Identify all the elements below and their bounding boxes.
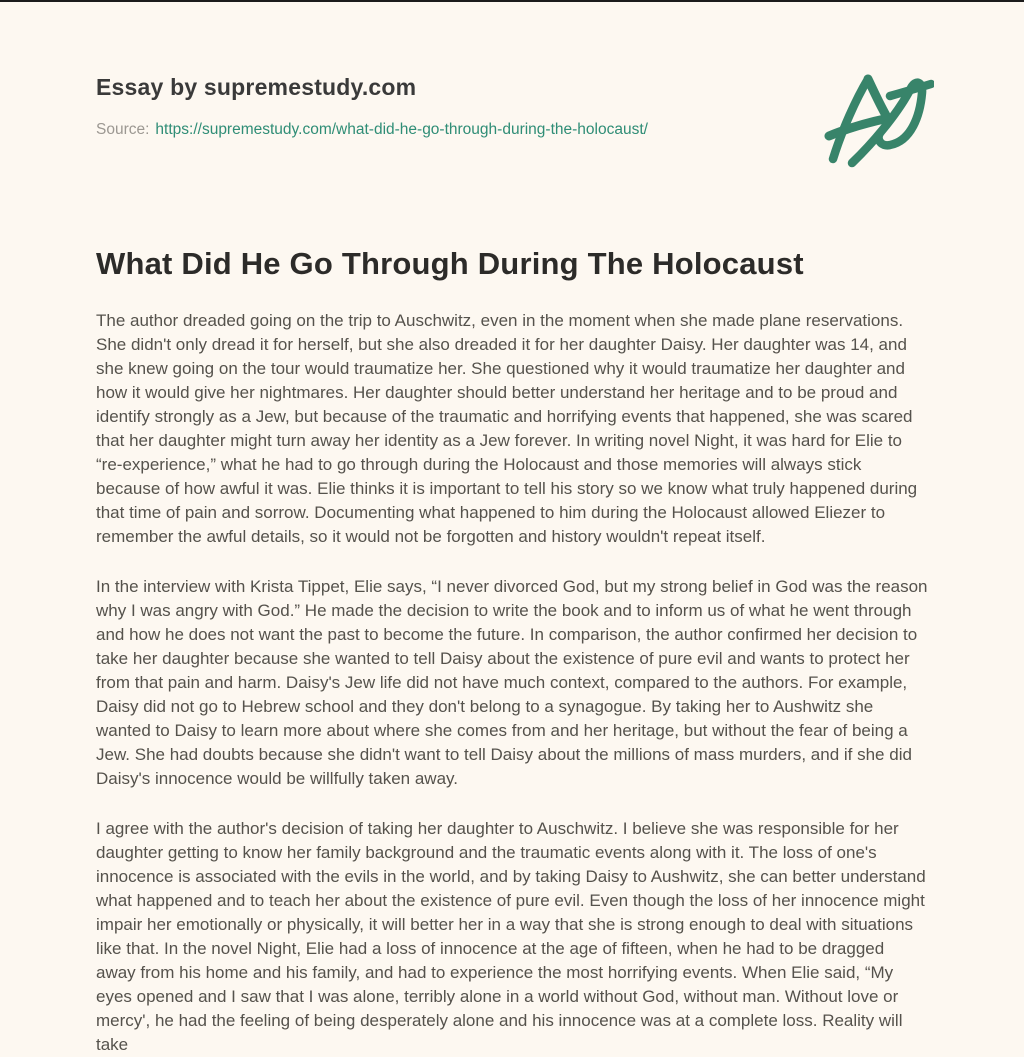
source-line — [96, 121, 928, 139]
page-header — [96, 2, 928, 139]
source-label: Source: — [96, 121, 150, 138]
essay-paragraph-1: The author dreaded going on the trip to Auschwitz, even in the moment when she made plane reservations. She didn't only dread it for herself, but she also dreaded it for her daughter Daisy. Her daughter was 14, and she knew going on the tour would traumatize her. She questioned why it would traumatize her daughter and how it would give her nightmares. Her daughter should better understand her heritage and to be proud and identify strongly as a Jew, but because of the traumatic and horrifying events that happened, she was scared that her daughter might turn away her identity as a Jew forever. In writing novel Night, it was hard for Elie to “re-experience,” what he had to go through during the Holocaust and those memories will always stick because of how awful it was. Elie thinks it is important to tell his story so we know what truly happened during that time of pain and sorrow. Documenting what happened to him during the Holocaust allowed Eliezer to remember the awful details, so it would not be forgotten and history wouldn't repeat itself. — [96, 311, 918, 546]
a-plus-logo-icon — [818, 66, 934, 168]
header-text-block — [96, 74, 928, 139]
essay-paragraph-2: In the interview with Krista Tippet, Elie says, “I never divorced God, but my strong belief in God was the reason why I was angry with God.” He made the decision to write the book and to inform us of what he went through and how he does not want the past to become the future. In comparison, the author confirmed her decision to take her daughter because she wanted to tell Daisy about the existence of pure evil and wants to protect her from that pain and harm. Daisy's Jew life did not have much context, compared to the authors. For example, Daisy did not go to Hebrew school and they don't belong to a synagogue. By taking her to Aushwitz she wanted to Daisy to learn more about where she comes from and her heritage, but without the fear of being a Jew. She had doubts because she didn't want to tell Daisy about the millions of mass murders, and if she did Daisy's innocence would be willfully taken away. — [96, 577, 928, 788]
essay-title: What Did He Go Through During The Holocaust — [96, 246, 804, 281]
header-title: Essay by supremestudy.com — [96, 74, 417, 100]
essay-page — [0, 2, 1024, 1057]
essay-content — [96, 245, 928, 1057]
essay-paragraph-3: I agree with the author's decision of taking her daughter to Auschwitz. I believe she was responsible for her daughter getting to know her family background and the traumatic events along with it. The loss of one's innocence is associated with the evils in the world, and by taking Daisy to Aushwitz, she can better understand what happened and to teach her about the existence of pure evil. Even though the loss of her innocence might impair her emotionally or physically, it will better her in a way that she is strong enough to deal with situations like that. In the novel Night, Elie had a loss of innocence at the age of fifteen, when he had to be dragged away from his home and his family, and had to experience the most horrifying events. When Elie said, “My eyes opened and I saw that I was alone, terribly alone in a world without God, without man. Without love or mercy', he had the feeling of being desperately alone and his innocence was at a complete loss. Reality will take — [96, 819, 926, 1054]
source-link[interactable]: https://supremestudy.com/what-did-he-go-through-during-the-holocaust/ — [155, 121, 648, 138]
